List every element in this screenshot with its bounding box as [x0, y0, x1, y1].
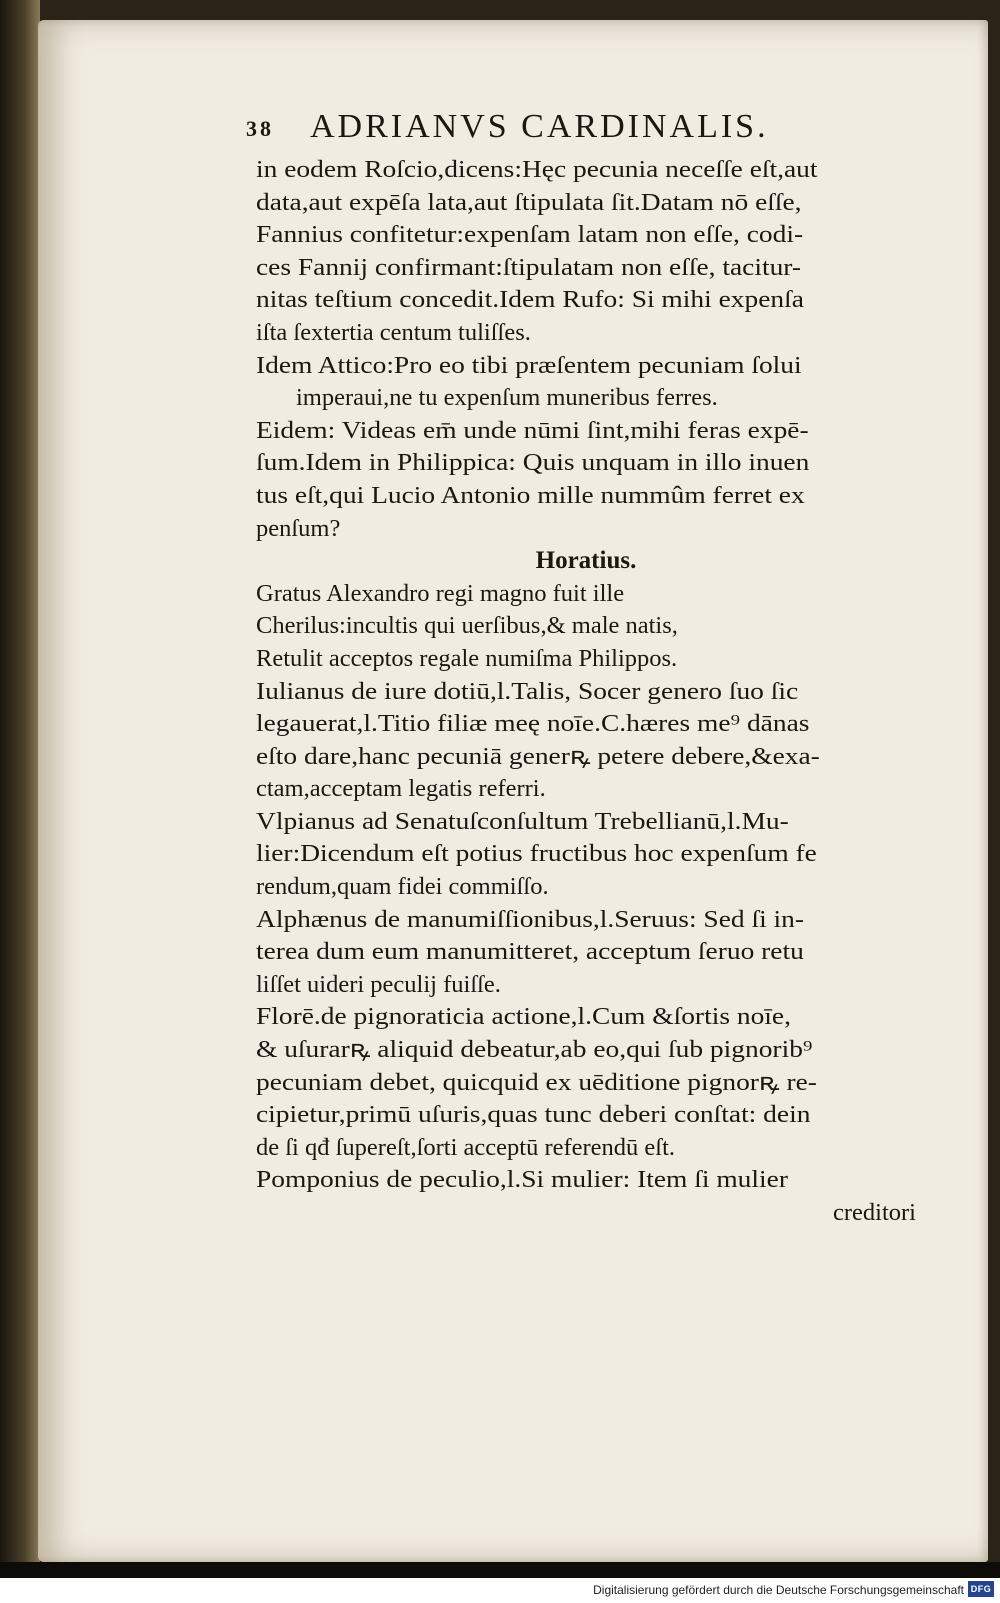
text-line: tus eſt,qui Lucio Antonio mille nummûm ferret ex: [256, 481, 805, 509]
text-line: eſto dare,hanc pecuniā generꝶ petere debere,&exa-: [256, 742, 820, 770]
text-line: Alphænus de manumiſſionibus,l.Seruus: Sed ſi in-: [256, 905, 805, 933]
text-line: Eidem: Videas em̄ unde nūmi ſint,mihi feras expē-: [256, 416, 809, 444]
text-line: de ſi qđ ſupereſt,ſorti acceptū referendū eſt.: [256, 1133, 676, 1161]
text-line: Gratus Alexandro regi magno fuit ille: [256, 579, 625, 607]
text-line: Fannius confitetur:expenſam latam non eſſe, codi-: [256, 221, 804, 249]
text-line: ctam,acceptam legatis referri.: [256, 775, 546, 803]
text-line: penſum?: [256, 514, 341, 542]
text-line: terea dum eum manumitteret, acceptum ſeruo retu: [256, 938, 804, 966]
text-line: lier:Dicendum eſt potius fructibus hoc expenſum fe: [256, 840, 817, 868]
text-line: Florē.de pignoraticia actione,l.Cum &ſortis noīe,: [256, 1003, 791, 1031]
running-head: [246, 108, 916, 154]
text-line: data,aut expēſa lata,aut ſtipulata ſit.Datam nō eſſe,: [256, 188, 802, 216]
text-line: Retulit acceptos regale numiſma Philippos.: [256, 644, 678, 672]
text-line: Idem Attico:Pro eo tibi præſentem pecuniam ſolui: [256, 351, 802, 379]
text-line: nitas teſtium concedit.Idem Rufo: Si mihi expenſa: [256, 286, 804, 314]
text-line: legauerat,l.Titio filiæ meę noīe.C.hæres me⁹ dānas: [256, 710, 810, 738]
text-line: pecuniam debet, quicquid ex uēditione pignorꝶ re-: [256, 1068, 817, 1096]
folio-number: 38: [246, 116, 274, 141]
text-block: [246, 108, 916, 1230]
text-line: cipietur,primū uſuris,quas tunc deberi conſtat: dein: [256, 1101, 811, 1129]
scan-bottom-edge: [0, 1562, 1000, 1578]
body-text: [256, 154, 916, 1230]
text-line: Vlpianus ad Senatuſconſultum Trebellianū,l.Mu-: [256, 807, 789, 835]
text-line: liſſet uideri peculij fuiſſe.: [256, 970, 501, 998]
text-line: rendum,quam fidei commiſſo.: [256, 873, 549, 901]
book-gutter: [0, 0, 40, 1603]
text-line: imperaui,ne tu expenſum muneribus ferres.: [296, 384, 718, 412]
section-heading: Horatius.: [535, 547, 637, 575]
running-head-title: ADRIANVS CARDINALIS.: [310, 108, 769, 145]
text-line: creditori: [833, 1199, 916, 1226]
text-line: ſum.Idem in Philippica: Quis unquam in illo inuen: [256, 449, 810, 477]
text-line: iſta ſextertia centum tuliſſes.: [256, 318, 531, 346]
dfg-logo-icon: DFG: [968, 1581, 994, 1597]
digitization-credit: Digitalisierung gefördert durch die Deutsche Forschungsgemeinschaft: [593, 1583, 964, 1597]
text-line: ces Fannij confirmant:ſtipulatam non eſſe, tacitur-: [256, 253, 802, 281]
text-line: Cherilus:incultis qui uerſibus,& male natis,: [256, 612, 678, 640]
text-line: Pomponius de peculio,l.Si mulier: Item ſi mulier: [256, 1166, 788, 1194]
text-line: Iulianus de iure dotiū,l.Talis, Socer genero ſuo ſic: [256, 677, 799, 705]
text-line: & uſurarꝶ aliquid debeatur,ab eo,qui ſub pignorib⁹: [256, 1036, 813, 1064]
text-line: in eodem Roſcio,dicens:Hęc pecunia neceſſe eſt,aut: [256, 156, 818, 183]
